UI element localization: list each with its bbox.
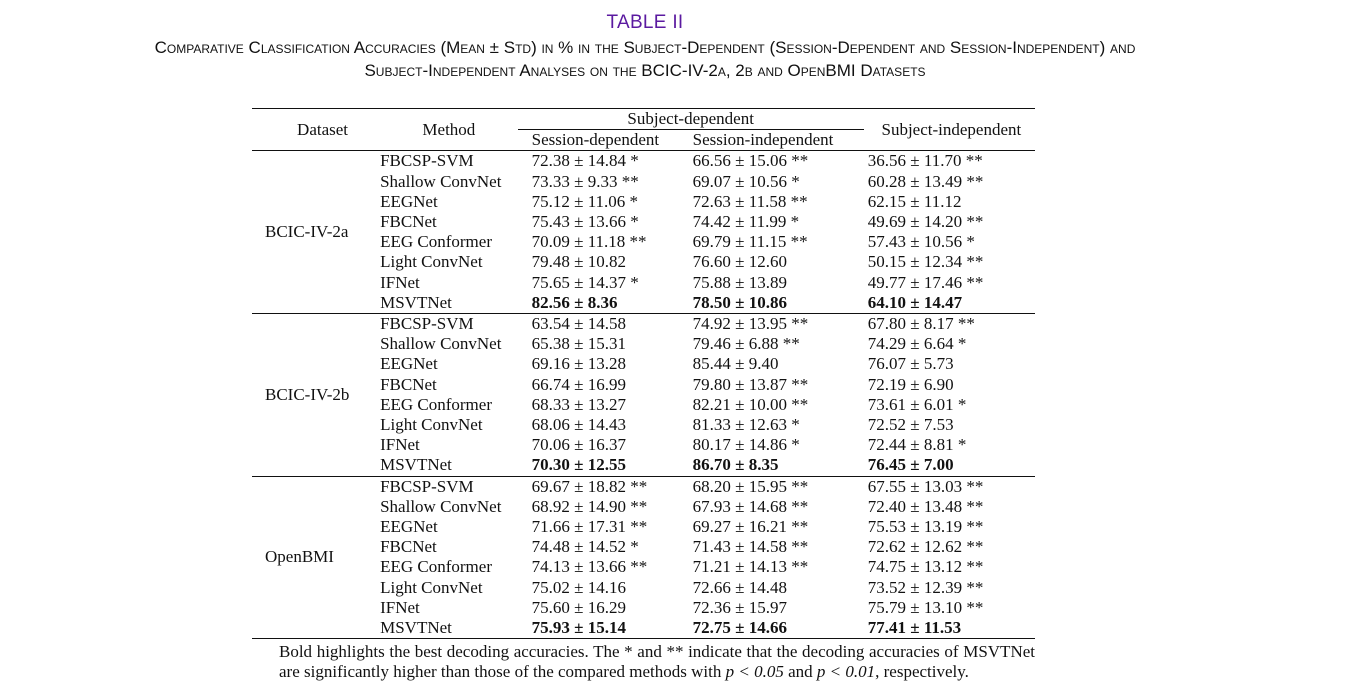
session-dependent-cell: 75.65 ± 14.37 * <box>531 272 639 292</box>
table-row <box>252 314 1035 335</box>
session-dependent-cell: 66.74 ± 16.99 <box>531 374 626 394</box>
subject-independent-cell: 60.28 ± 13.49 ** <box>867 171 984 191</box>
subject-independent-cell: 74.29 ± 6.64 * <box>867 334 967 354</box>
session-dependent-cell: 75.93 ± 15.14 <box>518 618 691 639</box>
session-dependent-cell: 75.02 ± 14.16 <box>531 577 626 597</box>
table-caption-line-1: Comparative Classification Accuracies (Mean ± Std) in % in the Subject-Dependent (Session-Dependent and Session-Independent) and <box>154 38 1136 57</box>
header-subject-independent: Subject-independent <box>864 109 1035 151</box>
subject-independent-cell: 72.62 ± 12.62 ** <box>867 537 984 557</box>
session-independent-cell: 72.36 ± 15.97 <box>692 597 788 617</box>
subject-independent-cell: 76.07 ± 5.73 <box>867 354 954 374</box>
dataset-cell: OpenBMI <box>252 476 380 639</box>
session-dependent-cell: 70.30 ± 12.55 <box>531 455 626 475</box>
dataset-cell: BCIC-IV-2b <box>252 314 380 477</box>
table-footnote <box>279 642 1035 682</box>
session-dependent-cell: 71.66 ± 17.31 ** <box>531 517 648 537</box>
session-independent-cell: 85.44 ± 9.40 <box>692 354 779 374</box>
subject-independent-cell: 72.40 ± 13.48 ** <box>867 496 984 516</box>
session-independent-cell: 81.33 ± 12.63 * <box>692 415 800 435</box>
header-session-independent: Session-independent <box>691 130 864 151</box>
session-independent-cell: 66.56 ± 15.06 ** <box>691 151 864 172</box>
subject-independent-cell: 72.19 ± 6.90 <box>867 374 954 394</box>
method-cell: Shallow ConvNet <box>380 496 502 516</box>
method-cell: FBCSP-SVM <box>380 476 518 497</box>
session-independent-cell: 74.42 ± 11.99 * <box>692 212 800 232</box>
method-cell: EEG Conformer <box>380 557 492 577</box>
results-table-container <box>252 108 1035 639</box>
subject-independent-cell: 73.61 ± 6.01 * <box>867 394 967 414</box>
footnote-p-threshold-2: p < 0.01 <box>816 662 876 681</box>
session-dependent-cell: 75.43 ± 13.66 * <box>531 212 639 232</box>
method-cell: EEGNet <box>380 517 438 537</box>
footnote-p-threshold-1: p < 0.05 <box>725 662 784 681</box>
subject-independent-cell: 36.56 ± 11.70 ** <box>864 151 1035 172</box>
header-session-dependent: Session-dependent <box>518 130 691 151</box>
subject-independent-cell: 67.55 ± 13.03 ** <box>864 476 1035 497</box>
method-cell: MSVTNet <box>380 618 518 639</box>
method-cell: Light ConvNet <box>380 577 483 597</box>
session-dependent-cell: 68.06 ± 14.43 <box>531 415 626 435</box>
footnote-end: , respectively. <box>875 662 969 681</box>
session-independent-cell: 74.92 ± 13.95 ** <box>691 314 864 335</box>
subject-independent-cell: 49.77 ± 17.46 ** <box>867 272 984 292</box>
session-dependent-cell: 73.33 ± 9.33 ** <box>531 171 639 191</box>
method-cell: EEG Conformer <box>380 394 492 414</box>
session-dependent-cell: 70.06 ± 16.37 <box>531 435 626 455</box>
method-cell: IFNet <box>380 272 420 292</box>
session-independent-cell: 80.17 ± 14.86 * <box>692 435 800 455</box>
session-dependent-cell: 79.48 ± 10.82 <box>531 252 626 272</box>
table-label: TABLE II <box>606 12 684 33</box>
table-caption <box>0 36 1290 82</box>
method-cell: MSVTNet <box>380 292 452 312</box>
subject-independent-cell: 67.80 ± 8.17 ** <box>864 314 1035 335</box>
session-dependent-cell: 74.13 ± 13.66 ** <box>531 557 648 577</box>
method-cell: Light ConvNet <box>380 252 483 272</box>
results-table <box>252 108 1035 639</box>
header-dataset: Dataset <box>252 109 380 151</box>
subject-independent-cell: 77.41 ± 11.53 <box>864 618 1035 639</box>
session-independent-cell: 68.20 ± 15.95 ** <box>691 476 864 497</box>
method-cell: FBCNet <box>380 537 437 557</box>
subject-independent-cell: 75.79 ± 13.10 ** <box>867 597 984 617</box>
session-independent-cell: 72.63 ± 11.58 ** <box>692 191 808 211</box>
session-independent-cell: 76.60 ± 12.60 <box>692 252 788 272</box>
session-dependent-cell: 75.12 ± 11.06 * <box>531 191 639 211</box>
dataset-cell: BCIC-IV-2a <box>252 151 380 314</box>
session-independent-cell: 71.43 ± 14.58 ** <box>692 537 809 557</box>
subject-independent-cell: 74.75 ± 13.12 ** <box>867 557 984 577</box>
session-independent-cell: 67.93 ± 14.68 ** <box>692 496 809 516</box>
session-independent-cell: 69.27 ± 16.21 ** <box>692 517 809 537</box>
table-row <box>252 151 1035 172</box>
session-dependent-cell: 75.60 ± 16.29 <box>531 597 626 617</box>
method-cell: MSVTNet <box>380 455 452 475</box>
method-cell: IFNet <box>380 597 420 617</box>
session-independent-cell: 72.75 ± 14.66 <box>691 618 864 639</box>
subject-independent-cell: 75.53 ± 13.19 ** <box>867 517 984 537</box>
method-cell: Shallow ConvNet <box>380 171 502 191</box>
session-dependent-cell: 65.38 ± 15.31 <box>531 334 626 354</box>
method-cell: EEGNet <box>380 191 438 211</box>
method-cell: FBCSP-SVM <box>380 151 518 172</box>
session-independent-cell: 75.88 ± 13.89 <box>692 272 788 292</box>
session-dependent-cell: 69.67 ± 18.82 ** <box>518 476 691 497</box>
method-cell: IFNet <box>380 435 420 455</box>
subject-independent-cell: 73.52 ± 12.39 ** <box>867 577 984 597</box>
session-dependent-cell: 68.92 ± 14.90 ** <box>531 496 648 516</box>
subject-independent-cell: 76.45 ± 7.00 <box>867 455 954 475</box>
session-independent-cell: 78.50 ± 10.86 <box>692 292 788 312</box>
method-cell: Light ConvNet <box>380 415 483 435</box>
session-dependent-cell: 82.56 ± 8.36 <box>531 292 618 312</box>
session-dependent-cell: 74.48 ± 14.52 * <box>531 537 639 557</box>
session-independent-cell: 71.21 ± 14.13 ** <box>692 557 809 577</box>
method-cell: EEG Conformer <box>380 232 492 252</box>
header-subject-dependent <box>518 109 864 130</box>
method-cell: Shallow ConvNet <box>380 334 502 354</box>
session-independent-cell: 86.70 ± 8.35 <box>692 455 779 475</box>
footnote-and: and <box>783 662 817 681</box>
subject-independent-cell: 49.69 ± 14.20 ** <box>867 212 984 232</box>
session-dependent-cell: 63.54 ± 14.58 <box>518 314 691 335</box>
footnote-text: Bold highlights the best decoding accuracies. The * and ** indicate that the decoding accuracies of MSVTNet are significantly higher than those of the compared methods with <box>279 642 1035 681</box>
session-independent-cell: 72.66 ± 14.48 <box>692 577 788 597</box>
method-cell: FBCNet <box>380 212 437 232</box>
subject-independent-cell: 64.10 ± 14.47 <box>867 292 963 312</box>
session-dependent-cell: 69.16 ± 13.28 <box>531 354 626 374</box>
subject-independent-cell: 72.44 ± 8.81 * <box>867 435 967 455</box>
subject-independent-cell: 57.43 ± 10.56 * <box>867 232 975 252</box>
session-dependent-cell: 70.09 ± 11.18 ** <box>531 232 647 252</box>
session-independent-cell: 82.21 ± 10.00 ** <box>692 394 809 414</box>
session-independent-cell: 79.80 ± 13.87 ** <box>692 374 809 394</box>
subject-independent-cell: 50.15 ± 12.34 ** <box>867 252 984 272</box>
subject-independent-cell: 62.15 ± 11.12 <box>867 191 962 211</box>
results-table-body <box>252 151 1035 639</box>
session-dependent-cell: 68.33 ± 13.27 <box>531 394 626 414</box>
table-caption-line-2: Subject-Independent Analyses on the BCIC-IV-2a, 2b and OpenBMI Datasets <box>364 61 926 80</box>
header-method: Method <box>380 109 518 151</box>
subject-independent-cell: 72.52 ± 7.53 <box>867 415 954 435</box>
session-independent-cell: 69.79 ± 11.15 ** <box>692 232 808 252</box>
header-subject-dependent-label: Subject-dependent <box>627 109 754 128</box>
method-cell: FBCNet <box>380 374 437 394</box>
session-independent-cell: 69.07 ± 10.56 * <box>692 171 800 191</box>
session-independent-cell: 79.46 ± 6.88 ** <box>692 334 800 354</box>
method-cell: FBCSP-SVM <box>380 314 518 335</box>
session-dependent-cell: 72.38 ± 14.84 * <box>518 151 691 172</box>
method-cell: EEGNet <box>380 354 438 374</box>
table-row <box>252 476 1035 497</box>
